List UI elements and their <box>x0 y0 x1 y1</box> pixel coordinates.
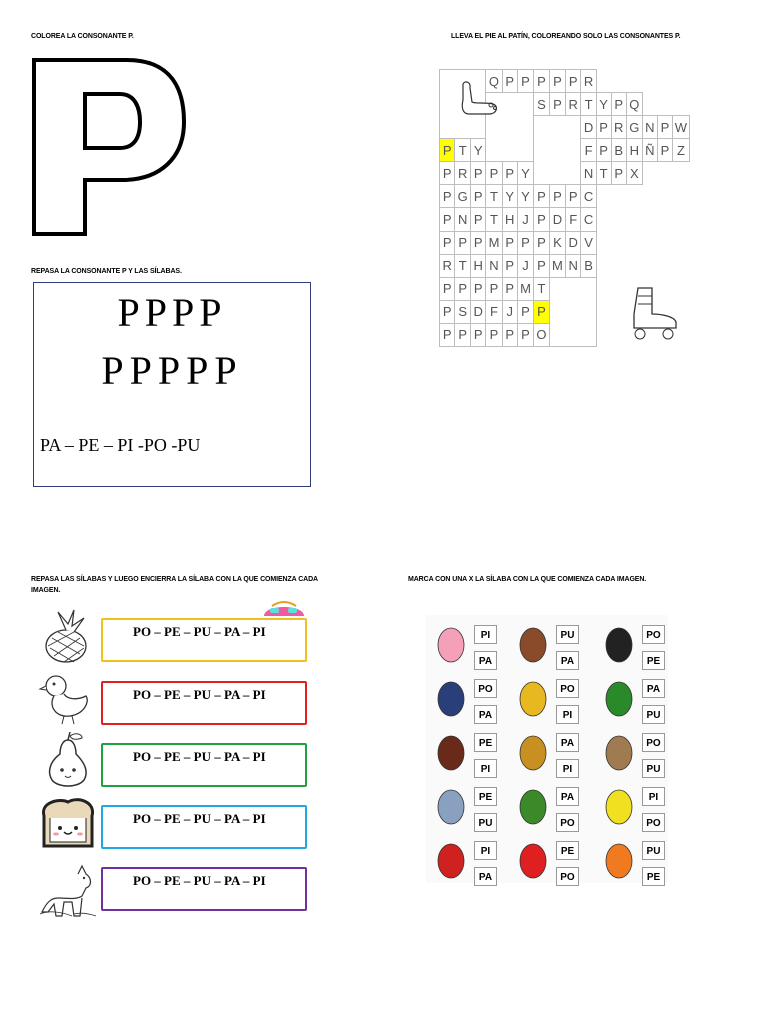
maze-cell[interactable]: S <box>455 300 471 323</box>
trace-row-2: PPPPP <box>101 348 243 393</box>
maze-cell[interactable]: P <box>517 70 533 93</box>
maze-cell[interactable]: H <box>626 139 642 162</box>
syllable-cell[interactable]: PI <box>474 841 497 860</box>
syllable-cell[interactable]: PI <box>556 759 579 778</box>
syllable-box-text: PO – PE – PU – PA – PI <box>133 624 266 639</box>
syllable-cell[interactable]: PI <box>474 625 497 644</box>
maze-row <box>440 185 690 208</box>
syllable-box-text: PO – PE – PU – PA – PI <box>133 811 266 826</box>
maze-cell[interactable]: G <box>455 185 471 208</box>
syllable-cell[interactable]: PO <box>474 679 497 698</box>
bread-icon <box>38 796 98 852</box>
maze-cell[interactable]: P <box>440 139 455 162</box>
maze-cell[interactable]: P <box>566 70 581 93</box>
maze-cell[interactable]: P <box>596 139 611 162</box>
maze-cell[interactable]: P <box>534 300 550 323</box>
fish-icon <box>598 837 640 885</box>
maze-cell[interactable]: N <box>581 162 596 185</box>
maze-cell[interactable]: P <box>534 208 550 231</box>
maze-cell[interactable]: V <box>581 231 596 254</box>
maze-cell[interactable]: P <box>471 231 486 254</box>
maze-start-cell <box>534 116 581 185</box>
pear-icon <box>38 732 98 788</box>
police-officer-icon <box>430 675 472 723</box>
syllable-cell[interactable]: PI <box>474 759 497 778</box>
syllable-cell[interactable]: PA <box>556 733 579 752</box>
maze-cell[interactable]: R <box>581 70 596 93</box>
pineapple-icon <box>512 675 554 723</box>
toy-face-icon <box>262 600 306 616</box>
maze-cell[interactable]: N <box>455 208 471 231</box>
maze-cell[interactable]: O <box>534 323 550 346</box>
paint-icon <box>430 837 472 885</box>
maze-cell[interactable]: T <box>455 254 471 277</box>
maze-cell[interactable]: R <box>566 93 581 116</box>
maze-cell[interactable]: F <box>486 300 502 323</box>
syllable-box[interactable] <box>101 681 307 725</box>
maze-cell[interactable]: P <box>486 277 502 300</box>
maze-cell[interactable]: K <box>549 231 565 254</box>
maze-cell[interactable]: P <box>517 323 533 346</box>
maze-cell[interactable]: P <box>596 116 611 139</box>
big-p-outline[interactable] <box>22 50 197 242</box>
maze-cell[interactable]: J <box>502 300 517 323</box>
syllable-cell[interactable]: PE <box>474 733 497 752</box>
maze-cell[interactable]: P <box>657 116 672 139</box>
maze-cell[interactable]: P <box>517 300 533 323</box>
maze-cell[interactable]: P <box>440 208 455 231</box>
avocado-icon <box>512 783 554 831</box>
maze-cell[interactable]: P <box>455 323 471 346</box>
roller-skate-icon <box>624 284 684 342</box>
syllable-cell[interactable]: PA <box>556 651 579 670</box>
chick-icon <box>38 670 98 726</box>
maze-cell[interactable]: P <box>471 162 486 185</box>
maze-cell[interactable]: R <box>455 162 471 185</box>
maze-cell[interactable]: S <box>534 93 550 116</box>
syllable-cell[interactable]: PA <box>474 867 497 886</box>
maze-cell[interactable]: P <box>440 231 455 254</box>
maze-cell[interactable]: P <box>486 323 502 346</box>
maze-cell[interactable]: F <box>566 208 581 231</box>
maze-cell[interactable]: P <box>549 70 565 93</box>
maze-cell[interactable]: T <box>455 139 471 162</box>
maze-cell[interactable]: P <box>534 70 550 93</box>
maze-cell[interactable]: P <box>549 185 565 208</box>
trace-syllables: PA – PE – PI -PO -PU <box>40 435 201 455</box>
maze-cell[interactable]: Y <box>471 139 486 162</box>
maze-cell[interactable]: W <box>672 116 689 139</box>
syllable-cell[interactable]: PA <box>556 787 579 806</box>
syllable-cell[interactable]: PA <box>642 679 665 698</box>
maze-cell[interactable]: P <box>471 277 486 300</box>
bridge-icon <box>598 729 640 777</box>
syllable-cell[interactable]: PU <box>642 759 665 778</box>
maze-cell[interactable]: Y <box>517 162 533 185</box>
trace-row-1: PPPP <box>117 290 227 335</box>
maze-cell[interactable]: P <box>549 93 565 116</box>
maze-cell[interactable]: D <box>471 300 486 323</box>
maze-end-cell <box>549 277 596 346</box>
instruction-trace: REPASA LA CONSONANTE P Y LAS SÍLABAS. <box>31 268 182 275</box>
maze-cell[interactable]: P <box>440 323 455 346</box>
maze-cell[interactable]: P <box>502 277 517 300</box>
instruction-circle: REPASA LAS SÍLABAS Y LUEGO ENCIERRA LA SÍLABA CON LA QUE COMIENZA CADA IMAGEN. <box>31 576 318 594</box>
maze-cell[interactable]: G <box>626 116 642 139</box>
maze-cell[interactable]: D <box>549 208 565 231</box>
maze-cell[interactable]: T <box>596 162 611 185</box>
battery-icon <box>512 729 554 777</box>
syllable-box-text: PO – PE – PU – PA – PI <box>133 749 266 764</box>
maze-cell[interactable]: P <box>534 185 550 208</box>
palm-tree-icon <box>598 675 640 723</box>
syllable-cell[interactable]: PA <box>474 651 497 670</box>
maze-cell[interactable]: J <box>517 254 533 277</box>
maze-cell[interactable]: M <box>486 231 502 254</box>
instruction-color-p: COLOREA LA CONSONANTE P. <box>31 33 134 40</box>
maze-cell[interactable]: T <box>486 208 502 231</box>
syllable-cell[interactable]: PU <box>642 841 665 860</box>
maze-row <box>440 231 690 254</box>
maze-cell[interactable]: B <box>581 254 596 277</box>
maze-cell[interactable]: T <box>581 93 596 116</box>
maze-cell[interactable]: P <box>517 231 533 254</box>
instruction-mark: MARCA CON UNA X LA SÍLABA CON LA QUE COMIENZA CADA IMAGEN. <box>408 576 647 583</box>
puma-icon <box>38 862 98 918</box>
maze-cell[interactable]: H <box>502 208 517 231</box>
syllable-cell[interactable]: PO <box>642 813 665 832</box>
syllable-cell[interactable]: PU <box>642 705 665 724</box>
syllable-box[interactable] <box>101 805 307 849</box>
maze-cell[interactable]: Y <box>502 185 517 208</box>
maze-cell[interactable]: J <box>517 208 533 231</box>
maze-row <box>440 254 690 277</box>
syllable-cell[interactable]: PE <box>642 651 665 670</box>
syllable-cell[interactable]: PE <box>474 787 497 806</box>
maze-cell[interactable]: P <box>455 277 471 300</box>
maze-cell[interactable]: M <box>549 254 565 277</box>
pineapple-icon <box>38 608 98 664</box>
maze-cell[interactable]: P <box>486 162 502 185</box>
syllable-box-text: PO – PE – PU – PA – PI <box>133 687 266 702</box>
maze-cell[interactable]: Q <box>486 70 502 93</box>
girl-icon <box>430 621 472 669</box>
maze-cell[interactable]: D <box>566 231 581 254</box>
maze-cell[interactable]: P <box>440 185 455 208</box>
maze-cell[interactable]: Q <box>626 93 642 116</box>
syllable-cell[interactable]: PU <box>474 813 497 832</box>
maze-cell[interactable]: P <box>611 93 626 116</box>
maze-cell[interactable]: P <box>611 162 626 185</box>
maze-cell[interactable]: F <box>581 139 596 162</box>
maze-cell[interactable]: H <box>471 254 486 277</box>
maze-cell[interactable]: R <box>611 116 626 139</box>
maze-cell[interactable]: T <box>534 277 550 300</box>
chick-icon <box>598 783 640 831</box>
maze-cell[interactable]: Y <box>517 185 533 208</box>
syllable-cell[interactable]: PU <box>556 625 579 644</box>
maze-cell[interactable]: P <box>502 70 517 93</box>
syllable-cell[interactable]: PO <box>556 813 579 832</box>
maze-cell[interactable]: P <box>440 277 455 300</box>
maze-cell[interactable]: Y <box>596 93 611 116</box>
maze-cell[interactable]: R <box>440 254 455 277</box>
syllable-cell[interactable]: PE <box>642 867 665 886</box>
syllable-cell[interactable]: PE <box>556 841 579 860</box>
syllable-cell[interactable]: PO <box>642 625 665 644</box>
maze-cell[interactable]: Ñ <box>642 139 657 162</box>
bracelet-icon <box>430 783 472 831</box>
maze-cell[interactable]: P <box>502 162 517 185</box>
maze-cell[interactable]: N <box>486 254 502 277</box>
maze-cell[interactable]: Z <box>672 139 689 162</box>
maze-row <box>440 208 690 231</box>
maze-cell[interactable]: P <box>471 323 486 346</box>
syllable-cell[interactable]: PO <box>642 733 665 752</box>
maze-cell[interactable]: C <box>581 185 596 208</box>
soccer-ball-icon <box>598 621 640 669</box>
maze-cell[interactable]: C <box>581 208 596 231</box>
maze-cell[interactable]: P <box>440 300 455 323</box>
syllable-box[interactable] <box>101 618 307 662</box>
maze-cell[interactable]: N <box>642 116 657 139</box>
syllable-cell[interactable]: PI <box>642 787 665 806</box>
syllable-cell[interactable]: PO <box>556 679 579 698</box>
syllable-box[interactable] <box>101 743 307 787</box>
maze-cell[interactable]: P <box>566 185 581 208</box>
maze-cell[interactable]: P <box>471 208 486 231</box>
syllable-cell[interactable]: PA <box>474 705 497 724</box>
maze-cell[interactable]: D <box>581 116 596 139</box>
maze-cell[interactable]: T <box>486 185 502 208</box>
maze-cell[interactable]: P <box>534 254 550 277</box>
maze-cell[interactable]: X <box>626 162 642 185</box>
syllable-box-text: PO – PE – PU – PA – PI <box>133 873 266 888</box>
syllable-cell[interactable]: PO <box>556 867 579 886</box>
trace-box[interactable] <box>33 282 311 487</box>
door-icon <box>512 621 554 669</box>
shirt-icon <box>512 837 554 885</box>
foot-icon <box>455 78 501 120</box>
maze-cell[interactable]: P <box>534 231 550 254</box>
maze-cell[interactable]: N <box>566 254 581 277</box>
instruction-maze: LLEVA EL PIE AL PATÍN, COLOREANDO SOLO LAS CONSONANTES P. <box>451 33 681 40</box>
maze-cell[interactable]: P <box>502 231 517 254</box>
maze-cell[interactable]: P <box>502 323 517 346</box>
syllable-cell[interactable]: PI <box>556 705 579 724</box>
maze-cell[interactable]: P <box>657 139 672 162</box>
maze-cell[interactable]: P <box>455 231 471 254</box>
maze-cell[interactable]: P <box>471 185 486 208</box>
syllable-box[interactable] <box>101 867 307 911</box>
maze-cell[interactable]: B <box>611 139 626 162</box>
hair-icon <box>430 729 472 777</box>
maze-cell[interactable]: P <box>502 254 517 277</box>
maze-cell[interactable]: M <box>517 277 533 300</box>
maze-cell[interactable]: P <box>440 162 455 185</box>
syllable-picture-grid <box>426 615 668 883</box>
